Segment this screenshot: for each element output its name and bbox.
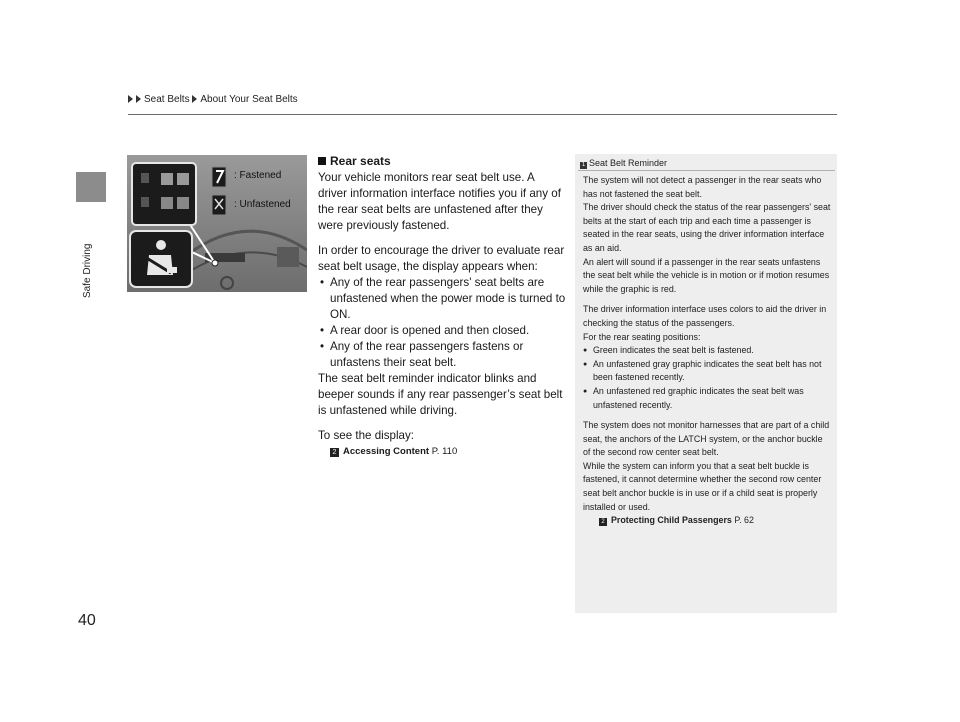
section-heading: [318, 154, 391, 168]
list-item: ● An unfastened red graphic indicates the seat belt was unfastened recently.: [583, 385, 831, 412]
header-divider: [128, 114, 837, 115]
breadcrumb-item-about[interactable]: About Your Seat Belts: [200, 94, 298, 105]
breadcrumb-arrow-icon: [128, 95, 133, 103]
section-tab-marker: [76, 172, 106, 202]
fastened-label: : Fastened: [234, 170, 282, 181]
list-item: • Any of the rear passengers' seat belts are unfastened when the power mode is turned to ON.: [318, 275, 566, 323]
child-passengers-link[interactable]: [583, 514, 831, 528]
sidebar-paragraph: The driver information interface uses colors to aid the driver in checking the status of the passengers.: [583, 304, 827, 328]
xref-label: Protecting Child Passengers: [611, 515, 732, 526]
cross-reference-icon: 2: [599, 518, 607, 526]
sidebar-divider: [578, 170, 835, 171]
note-number-icon: 1: [581, 162, 586, 168]
seat-belt-display-illustration: [127, 155, 307, 292]
reminder-paragraph: The seat belt reminder indicator blinks and beeper sounds if any rear passenger’s seat belt is unfastened while driving.: [318, 372, 563, 417]
main-body: [318, 170, 566, 460]
color-list: [583, 344, 831, 412]
sidebar-paragraph: For the rear seating positions:: [583, 331, 701, 342]
page-number: 40: [78, 612, 96, 629]
accessing-content-link[interactable]: [318, 444, 566, 460]
condition-list: [318, 275, 566, 371]
sidebar-paragraph: The driver should check the status of the rear passengers' seat belts at the start of each trip and each time a passenger is seated in the rear seats, using the driver information interface as an aid.: [583, 202, 831, 253]
sidebar-title: [580, 158, 667, 169]
encourage-paragraph: In order to encourage the driver to evaluate rear seat belt usage, the display appears when:: [318, 244, 565, 273]
breadcrumb: [128, 94, 298, 105]
xref-page: P. 62: [734, 515, 754, 526]
sidebar-paragraph: The system does not monitor harnesses that are part of a child seat, the anchors of the LATCH system, or the anchor buckle of the second row center seat belt.: [583, 420, 830, 458]
section-tab-label: Safe Driving: [82, 243, 93, 298]
sidebar-paragraph: The system will not detect a passenger in the rear seats who has not fastened the seat belt.: [583, 175, 822, 199]
heading-square-icon: [318, 157, 326, 165]
list-item: ● An unfastened gray graphic indicates the seat belt has not been fastened recently.: [583, 358, 831, 385]
breadcrumb-item-seat-belts[interactable]: Seat Belts: [144, 94, 190, 105]
sidebar-title-text: Seat Belt Reminder: [589, 158, 668, 168]
cross-reference-icon: 2: [330, 448, 339, 457]
breadcrumb-arrow-icon: [136, 95, 141, 103]
breadcrumb-arrow-icon: [192, 95, 197, 103]
xref-page: P. 110: [431, 446, 458, 457]
list-item: • A rear door is opened and then closed.: [318, 323, 566, 339]
section-tab: [80, 208, 102, 328]
sidebar-paragraph: While the system can inform you that a seat belt buckle is fastened, it cannot determine whether the second row center seat belt anchor buckle is in use or if a child seat is properly installed or used.: [583, 460, 822, 512]
sidebar-paragraph: An alert will sound if a passenger in the rear seats unfastens the seat belt while the vehicle is in motion or if motion resumes while the graphic is red.: [583, 256, 830, 294]
section-heading-text: Rear seats: [330, 154, 391, 168]
intro-paragraph: Your vehicle monitors rear seat belt use. A driver information interface notifies you if any of the rear seat belts are unfastened after they were previously fastened.: [318, 171, 561, 232]
list-item: • Any of the rear passengers fastens or unfastens their seat belt.: [318, 339, 566, 371]
display-intro: To see the display:: [318, 429, 415, 442]
list-item: ● Green indicates the seat belt is fastened.: [583, 344, 831, 358]
sidebar-body: [583, 174, 831, 528]
unfastened-label: : Unfastened: [234, 199, 291, 210]
xref-label: Accessing Content: [343, 446, 430, 457]
